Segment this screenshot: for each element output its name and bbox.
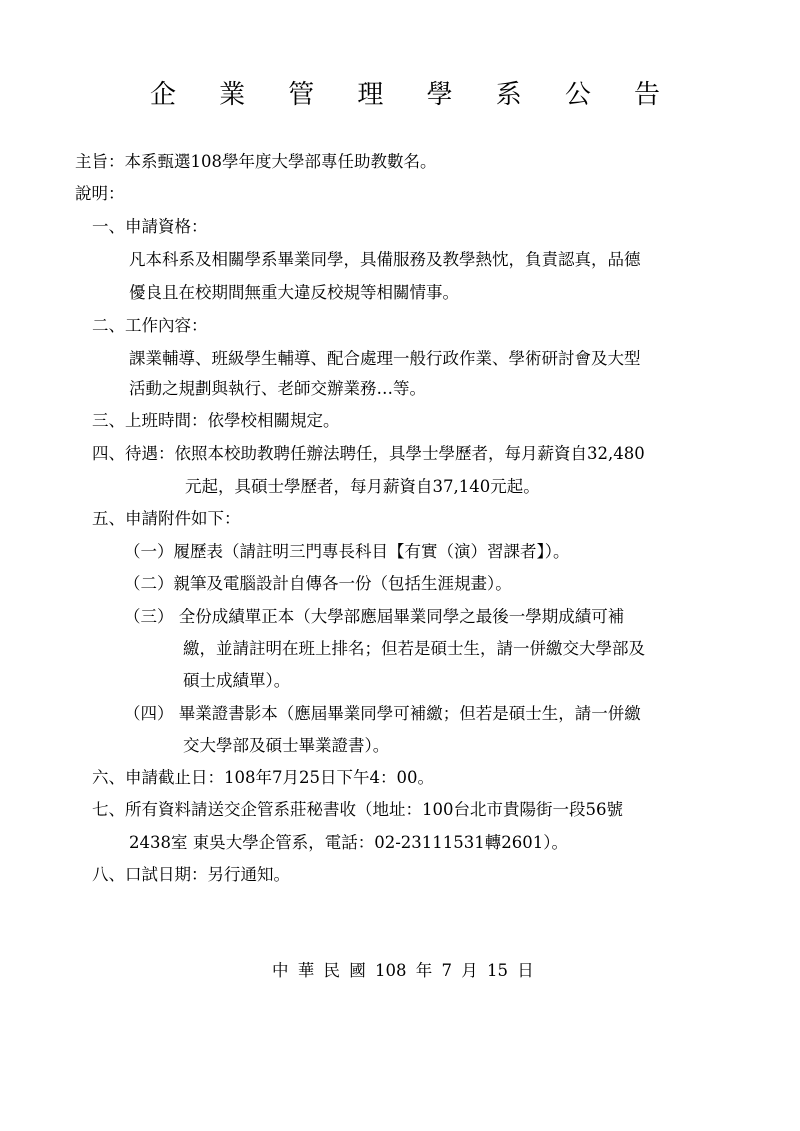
attachment-item-3: 繳，並請註明在班上排名；但若是碩士生，請一併繳交大學部及: [183, 639, 645, 658]
section-6-text: 六、申請截止日：108年7月25日下午4：00。: [92, 768, 434, 787]
attachment-item-4: 交大學部及碩士畢業證書）。: [183, 736, 390, 755]
section-1-text: 優良且在校期間無重大違反校規等相關情事。: [129, 283, 459, 302]
title-char: 告: [633, 80, 660, 110]
attachment-item-1: （一）履歷表（請註明三門專長科目【有實（演）習課者】）。: [124, 542, 570, 561]
section-1-heading: 一、申請資格：: [92, 217, 208, 236]
attachment-item-4: （四） 畢業證書影本（應屆畢業同學可補繳；但若是碩士生，請一併繳: [124, 704, 641, 723]
section-4-text: 四、待遇：依照本校助教聘任辦法聘任，具學士學歷者，每月薪資自32,480: [92, 444, 645, 463]
attachment-item-3: （三） 全份成績單正本（大學部應屆畢業同學之最後一學期成績可補: [124, 607, 625, 626]
section-2-heading: 二、工作內容：: [92, 316, 208, 335]
section-1-text: 凡本科系及相關學系畢業同學，具備服務及教學熱忱，負責認真，品德: [129, 250, 641, 269]
title-char: 業: [219, 80, 246, 110]
announcement-date: 中 華 民 國 108 年 7 月 15 日: [272, 961, 534, 980]
section-2-text: 活動之規劃與執行、老師交辦業務…等。: [129, 379, 426, 398]
attachment-item-2: （二）親筆及電腦設計自傳各一份（包括生涯規畫）。: [124, 574, 512, 593]
section-5-heading: 五、申請附件如下：: [92, 509, 241, 528]
title-char: 學: [426, 80, 453, 110]
title-char: 企: [150, 80, 177, 110]
announcement-title: [150, 78, 660, 112]
section-2-text: 課業輔導、班級學生輔導、配合處理一般行政作業、學術研討會及大型: [129, 349, 641, 368]
title-char: 系: [495, 80, 522, 110]
section-3-text: 三、上班時間：依學校相關規定。: [92, 411, 340, 430]
title-char: 管: [288, 80, 315, 110]
section-7-text: 2438室 東吳大學企管系，電話：02-23111531轉2601）。: [129, 833, 569, 852]
section-4-text: 元起，具碩士學歷者，每月薪資自37,140元起。: [185, 477, 540, 496]
section-7-text: 七、所有資料請送交企管系莊秘書收（地址：100台北市貴陽街一段56號: [92, 800, 623, 819]
attachment-item-3: 碩士成績單）。: [183, 671, 291, 690]
explanation-label: 說明：: [75, 184, 125, 203]
title-char: 理: [357, 80, 384, 110]
section-8-text: 八、口試日期：另行通知。: [92, 865, 290, 884]
subject-line: 主旨：本系甄選108學年度大學部專任助教數名。: [75, 152, 437, 171]
title-char: 公: [564, 80, 591, 110]
